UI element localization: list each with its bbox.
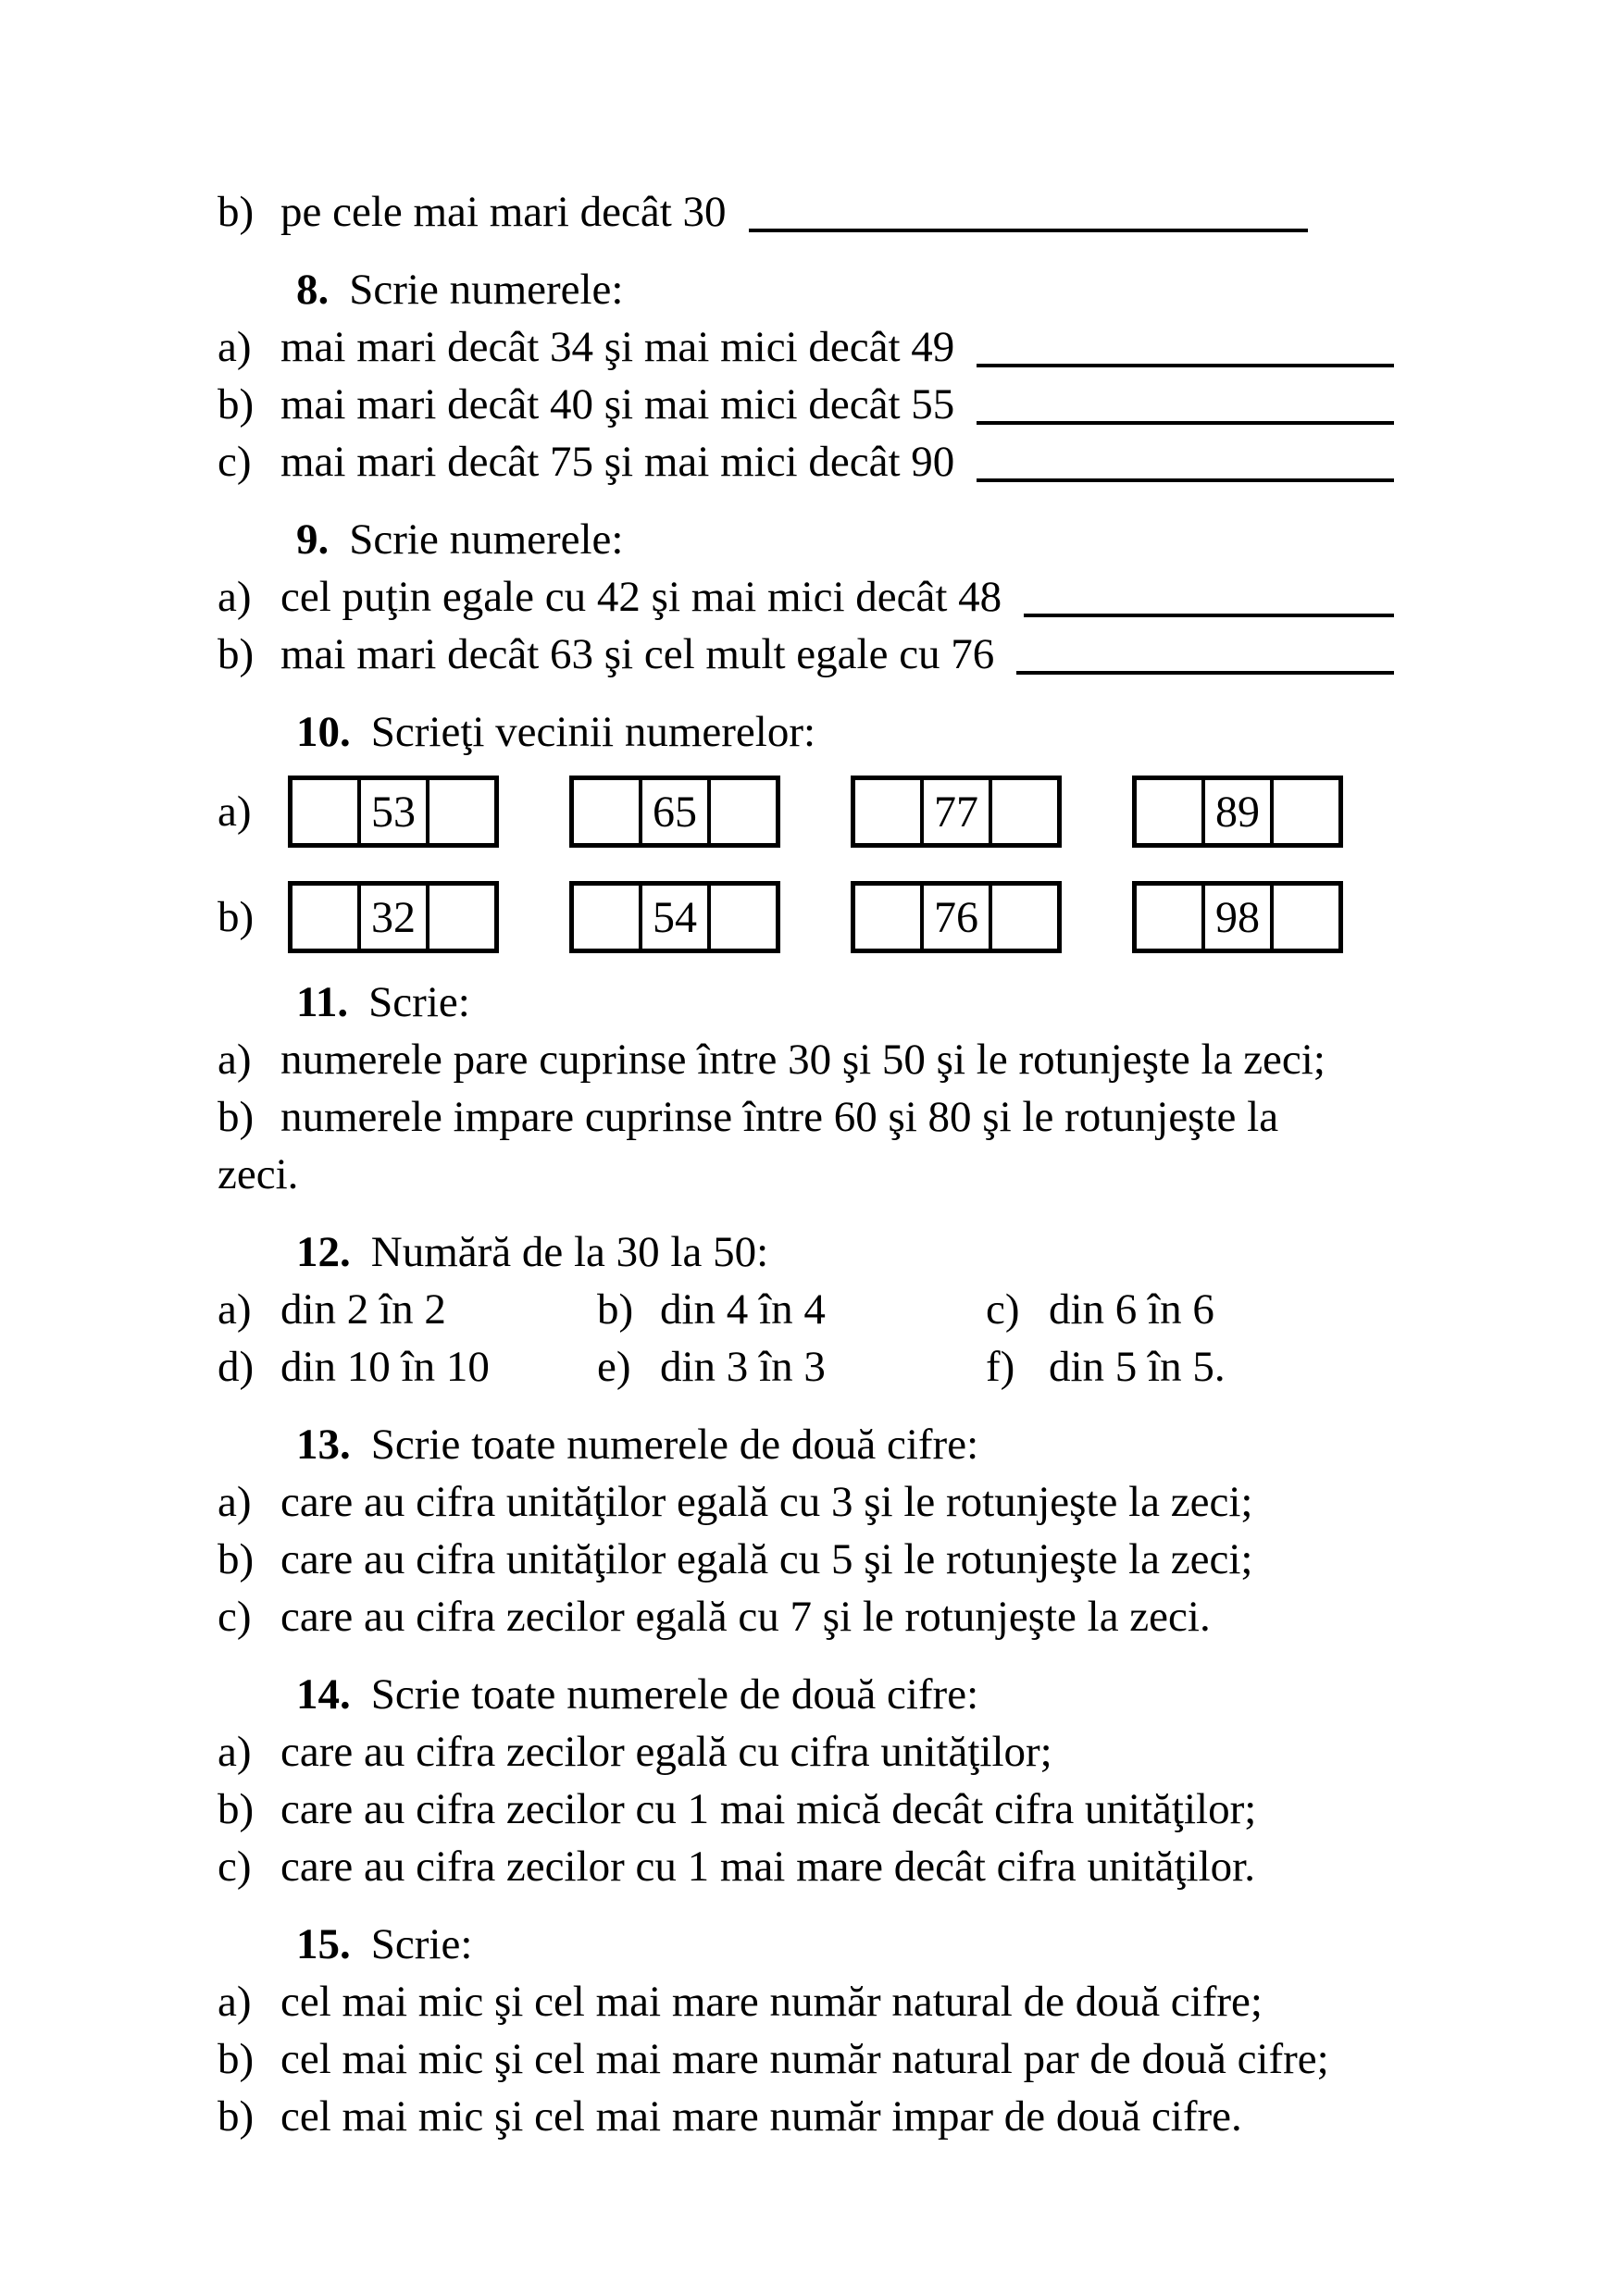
item-label: a) (218, 573, 252, 621)
item-text: mai mari decât 40 şi mai mici decât 55 (280, 380, 955, 428)
item-label: c) (986, 1285, 1020, 1334)
item-text-continuation: zeci. (218, 1150, 299, 1198)
answer-blank (977, 478, 1394, 482)
item-label: b) (597, 1285, 634, 1334)
item-label: b) (218, 1785, 255, 1833)
neighbor-cell-center: 54 (639, 886, 707, 949)
neighbor-cell-center: 76 (920, 886, 989, 949)
neighbor-cell-right (426, 886, 494, 949)
section-number: 12. (296, 1228, 351, 1276)
neighbor-cell-center: 89 (1201, 780, 1270, 843)
section-heading (218, 974, 1396, 1031)
answer-blank (749, 229, 1309, 232)
exercise-item (986, 1281, 1396, 1338)
item-text: numerele pare cuprinse între 30 şi 50 şi le rotunjeşte la zeci; (280, 1036, 1326, 1084)
item-label: b) (218, 630, 255, 678)
section-title: Scrie numerele: (349, 515, 624, 564)
neighbor-cell-center: 65 (639, 780, 707, 843)
exercise-item (218, 1088, 1396, 1146)
item-label: c) (218, 438, 252, 486)
exercise-item (218, 1338, 597, 1396)
neighbor-cell-left (292, 780, 357, 843)
section-number: 10. (296, 708, 351, 756)
item-label: f) (986, 1343, 1015, 1391)
item-label: a) (218, 788, 252, 836)
item-label: c) (218, 1593, 252, 1641)
answer-blank (1016, 671, 1394, 675)
section-heading (218, 1666, 1396, 1723)
item-label: b) (218, 1535, 255, 1583)
item-label: b) (218, 893, 255, 941)
section-heading (218, 1916, 1396, 1973)
section-number: 13. (296, 1421, 351, 1469)
exercise-item (218, 1281, 597, 1338)
answer-blank (977, 364, 1394, 367)
exercise-item (218, 568, 1396, 626)
neighbor-cell-left (855, 886, 920, 949)
section-number: 11. (296, 978, 349, 1026)
neighbor-cell-center: 98 (1201, 886, 1270, 949)
exercise-item (218, 1838, 1396, 1895)
exercise-item (218, 1031, 1396, 1088)
neighbors-box (1132, 776, 1343, 848)
exercise-item (218, 1973, 1396, 2030)
item-text: care au cifra unităţilor egală cu 3 şi le rotunjeşte la zeci; (280, 1478, 1253, 1526)
neighbor-cell-right (1270, 886, 1338, 949)
exercise-item (218, 1588, 1396, 1645)
item-text: din 10 în 10 (280, 1343, 490, 1391)
section-heading (218, 261, 1396, 318)
item-label: a) (218, 323, 252, 371)
answer-blank (1024, 614, 1394, 617)
neighbors-box (288, 776, 499, 848)
exercise-item (218, 1473, 1396, 1531)
item-text: care au cifra zecilor egală cu 7 şi le rotunjeşte la zeci. (280, 1593, 1211, 1641)
section-title: Numără de la 30 la 50: (370, 1228, 769, 1276)
neighbor-cell-left (574, 780, 639, 843)
neighbors-box (1132, 881, 1343, 953)
neighbors-box (569, 776, 780, 848)
exercise-item (218, 318, 1396, 376)
section-number: 8. (296, 266, 330, 314)
item-text: cel mai mic şi cel mai mare număr impar de două cifre. (280, 2092, 1242, 2141)
section-heading (218, 703, 1396, 761)
exercise-item (597, 1281, 986, 1338)
neighbor-cell-right (707, 886, 776, 949)
neighbor-cell-left (1137, 886, 1201, 949)
item-text: din 5 în 5. (1049, 1343, 1226, 1391)
exercise-item (218, 1781, 1396, 1838)
item-text: mai mari decât 34 şi mai mici decât 49 (280, 323, 955, 371)
item-label: a) (218, 1036, 252, 1084)
item-label: a) (218, 1285, 252, 1334)
neighbor-cell-center: 77 (920, 780, 989, 843)
neighbor-cell-right (989, 780, 1057, 843)
neighbors-box (851, 776, 1062, 848)
item-text: care au cifra zecilor cu 1 mai mare decât cifra unităţilor. (280, 1843, 1255, 1891)
neighbors-row (218, 881, 1396, 953)
neighbor-cell-center: 32 (357, 886, 426, 949)
exercise-item (218, 626, 1396, 683)
neighbor-cell-center: 53 (357, 780, 426, 843)
exercise-item (218, 1723, 1396, 1781)
exercise-item (218, 1531, 1396, 1588)
section-title: Scrieţi vecinii numerelor: (370, 708, 816, 756)
item-label: b) (218, 188, 255, 236)
item-text: care au cifra zecilor egală cu cifra unităţilor; (280, 1728, 1052, 1776)
neighbors-box (288, 881, 499, 953)
count-by-grid (218, 1281, 1396, 1396)
neighbor-cell-left (1137, 780, 1201, 843)
neighbor-cell-right (1270, 780, 1338, 843)
item-label: a) (218, 1978, 252, 2026)
item-text: care au cifra zecilor cu 1 mai mică decât cifra unităţilor; (280, 1785, 1257, 1833)
item-label: e) (597, 1343, 631, 1391)
neighbor-cell-right (707, 780, 776, 843)
exercise-item (597, 1338, 986, 1396)
exercise-item (218, 2030, 1396, 2088)
item-text: cel mai mic şi cel mai mare număr natural par de două cifre; (280, 2035, 1329, 2083)
section-title: Scrie: (370, 1920, 473, 1968)
item-label: b) (218, 2035, 255, 2083)
item-label: a) (218, 1478, 252, 1526)
neighbor-cell-left (574, 886, 639, 949)
exercise-item (218, 183, 1396, 241)
answer-blank (977, 421, 1394, 425)
item-text: mai mari decât 63 şi cel mult egale cu 76 (280, 630, 995, 678)
section-number: 9. (296, 515, 330, 564)
neighbors-box (569, 881, 780, 953)
exercise-item (218, 2088, 1396, 2145)
item-label: c) (218, 1843, 252, 1891)
item-text: cel mai mic şi cel mai mare număr natural de două cifre; (280, 1978, 1263, 2026)
item-text: pe cele mai mari decât 30 (280, 188, 727, 236)
section-heading (218, 1223, 1396, 1281)
neighbor-cell-left (292, 886, 357, 949)
item-label: b) (218, 380, 255, 428)
section-heading (218, 511, 1396, 568)
neighbor-cell-right (989, 886, 1057, 949)
exercise-item (986, 1338, 1396, 1396)
item-text: din 6 în 6 (1049, 1285, 1214, 1334)
section-title: Scrie toate numerele de două cifre: (370, 1421, 979, 1469)
neighbor-cell-right (426, 780, 494, 843)
item-label: d) (218, 1343, 255, 1391)
item-text: din 3 în 3 (660, 1343, 826, 1391)
item-label: b) (218, 2092, 255, 2141)
neighbors-box (851, 881, 1062, 953)
item-text: din 4 în 4 (660, 1285, 826, 1334)
section-number: 15. (296, 1920, 351, 1968)
section-title: Scrie toate numerele de două cifre: (370, 1670, 979, 1719)
section-number: 14. (296, 1670, 351, 1719)
exercise-item (218, 376, 1396, 433)
exercise-item (218, 433, 1396, 490)
item-text: mai mari decât 75 şi mai mici decât 90 (280, 438, 955, 486)
section-title: Scrie: (368, 978, 470, 1026)
neighbor-cell-left (855, 780, 920, 843)
item-label: b) (218, 1093, 255, 1141)
section-title: Scrie numerele: (349, 266, 624, 314)
item-text: care au cifra unităţilor egală cu 5 şi le rotunjeşte la zeci; (280, 1535, 1253, 1583)
item-text: numerele impare cuprinse între 60 şi 80 şi le rotunjeşte la (280, 1093, 1279, 1141)
item-text: din 2 în 2 (280, 1285, 446, 1334)
item-label: a) (218, 1728, 252, 1776)
item-text: cel puţin egale cu 42 şi mai mici decât 48 (280, 573, 1002, 621)
neighbors-row (218, 776, 1396, 848)
section-heading (218, 1416, 1396, 1473)
